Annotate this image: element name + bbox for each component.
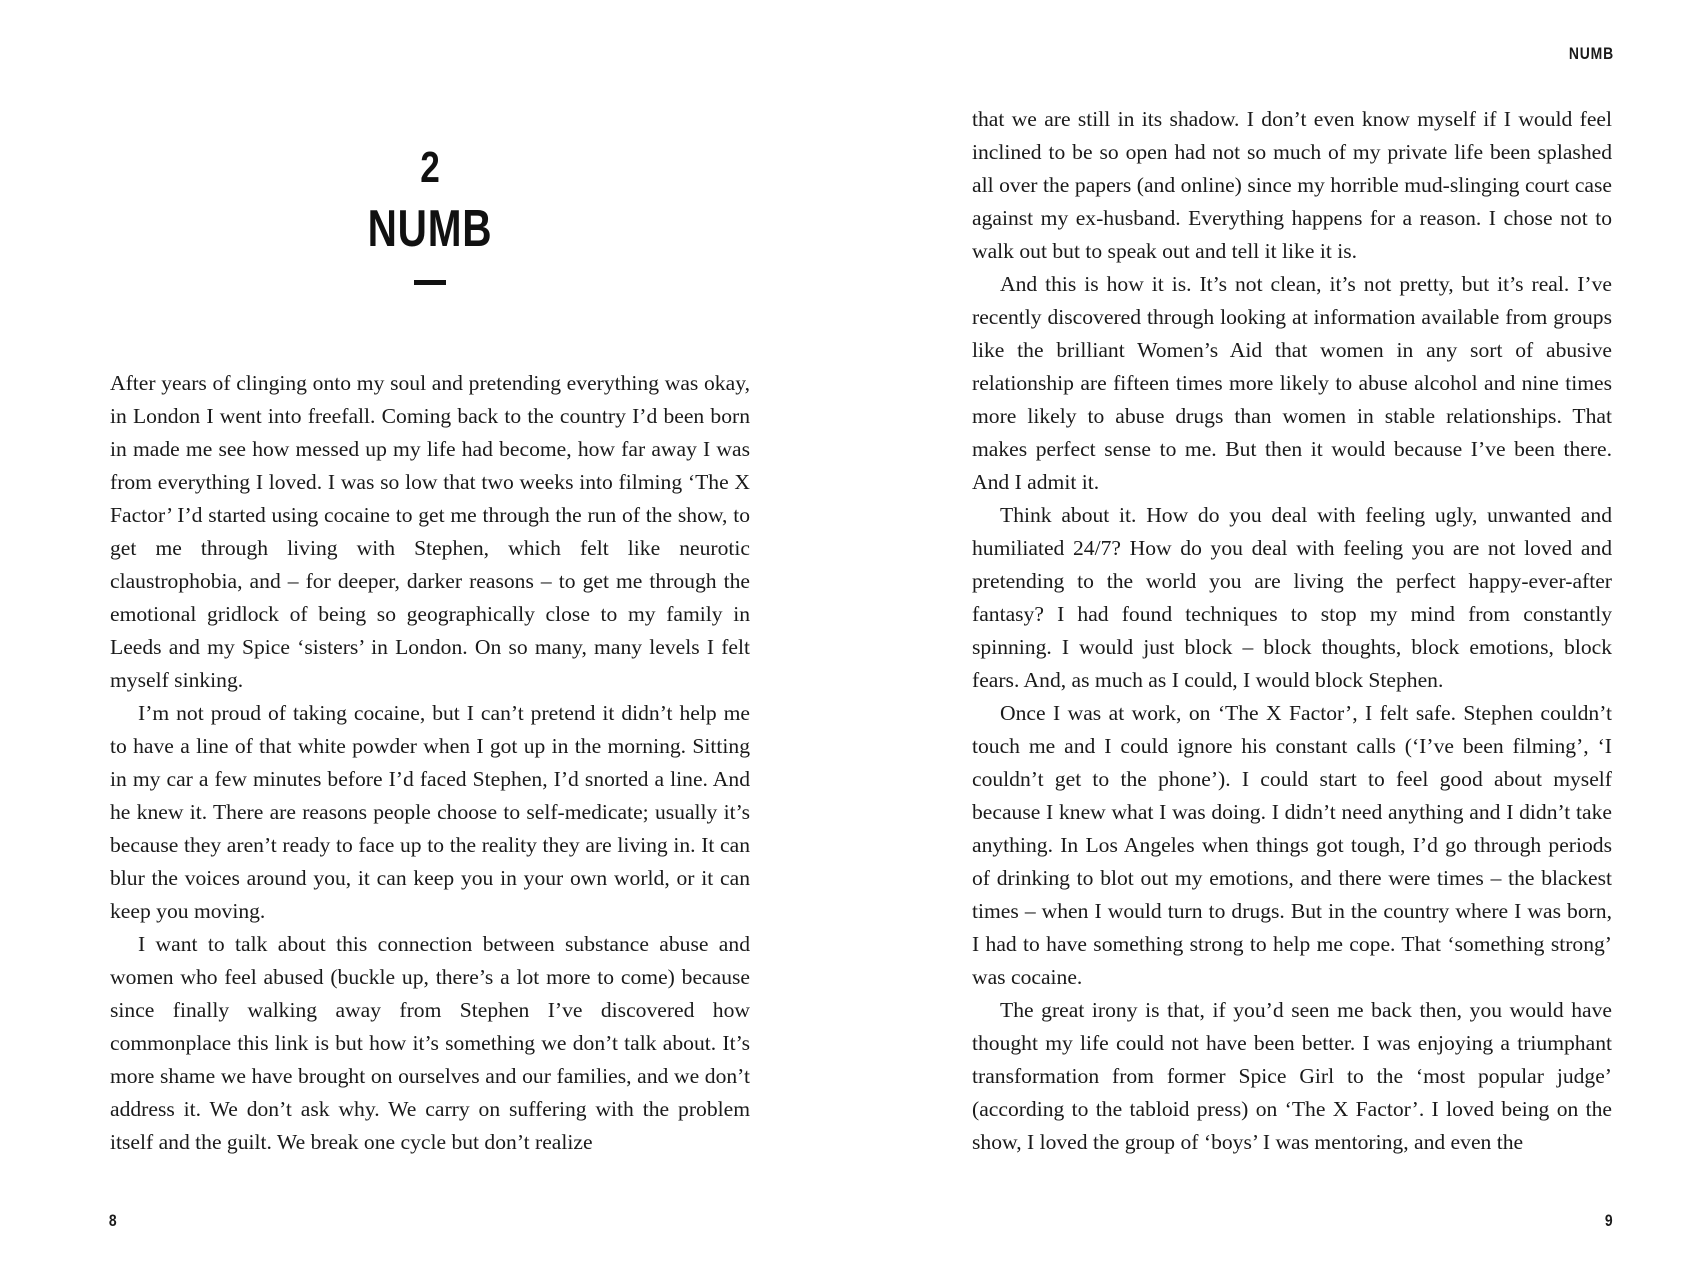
page-number-right: 9 bbox=[1604, 1211, 1613, 1230]
left-page bbox=[0, 0, 850, 1276]
paragraph: Think about it. How do you deal with feeling ugly, unwanted and humiliated 24/7? How do you deal with feeling you are not loved and pretending to the world you are living the perfect happy-ever-after fantasy? I had found techniques to stop my mind from constantly spinning. I would just block – block thoughts, block emotions, block fears. And, as much as I could, I would block Stephen. bbox=[972, 503, 1612, 692]
chapter-heading bbox=[110, 140, 750, 285]
page-number-left: 8 bbox=[108, 1211, 117, 1230]
paragraph: I’m not proud of taking cocaine, but I can’t pretend it didn’t help me to have a line of that white powder when I got up in the morning. Sitting in my car a few minutes before I’d faced Stephen, I’d snorted a line. And he knew it. There are reasons people choose to self-medicate; usually it’s because they aren’t ready to face up to the reality they are living in. It can blur the voices around you, it can keep you in your own world, or it can keep you moving. bbox=[110, 701, 750, 923]
paragraph: After years of clinging onto my soul and pretending everything was okay, in London I went into freefall. Coming back to the country I’d been born in made me see how messed up my life had become, how far away I was from everything I loved. I was so low that two weeks into filming ‘The X Factor’ I’d started using cocaine to get me through the run of the show, to get me through living with Stephen, which felt like neurotic claustrophobia, and – for deeper, darker reasons – to get me through the emotional gridlock of being so geographically close to my family in Leeds and my Spice ‘sisters’ in London. On so many, many levels I felt myself sinking. bbox=[110, 371, 750, 692]
chapter-rule bbox=[414, 280, 446, 285]
paragraph: The great irony is that, if you’d seen me back then, you would have thought my life could not have been better. I was enjoying a triumphant transformation from former Spice Girl to the ‘most popular judge’ (according to the tabloid press) on ‘The X Factor’. I loved being on the show, I loved the group of ‘boys’ I was mentoring, and even the bbox=[972, 998, 1612, 1154]
running-head: NUMB bbox=[1568, 44, 1614, 63]
right-page bbox=[850, 0, 1701, 1276]
paragraph: I want to talk about this connection between substance abuse and women who feel abused (buckle up, there’s a lot more to come) because since finally walking away from Stephen I’ve discovered how commonplace this link is but how it’s something we don’t talk about. It’s more shame we have brought on ourselves and our families, and we don’t address it. We don’t ask why. We carry on suffering with the problem itself and the guilt. We break one cycle but don’t realize bbox=[110, 932, 750, 1154]
left-body-text bbox=[110, 367, 750, 1159]
paragraph: that we are still in its shadow. I don’t even know myself if I would feel inclined to be so open had not so much of my private life been splashed all over the papers (and online) since my horrible mud-slinging court case against my ex-husband. Everything happens for a reason. I chose not to walk out but to speak out and tell it like it is. bbox=[972, 107, 1612, 263]
paragraph: Once I was at work, on ‘The X Factor’, I felt safe. Stephen couldn’t touch me and I could ignore his constant calls (‘I’ve been filming’, ‘I couldn’t get to the phone’). I could start to feel good about myself because I knew what I was doing. I didn’t need anything and I didn’t take anything. In Los Angeles when things got tough, I’d go through periods of drinking to blot out my emotions, and there were times – the blackest times – when I would turn to drugs. But in the country where I was born, I had to have something strong to help me cope. That ‘something strong’ was cocaine. bbox=[972, 701, 1612, 989]
paragraph: And this is how it is. It’s not clean, it’s not pretty, but it’s real. I’ve recently discovered through looking at information available from groups like the brilliant Women’s Aid that women in any sort of abusive relationship are fifteen times more likely to abuse alcohol and nine times more likely to abuse drugs than women in stable relationships. That makes perfect sense to me. But then it would because I’ve been there. And I admit it. bbox=[972, 272, 1612, 494]
chapter-number: 2 bbox=[420, 143, 440, 192]
chapter-title: NUMB bbox=[367, 200, 493, 258]
right-body-text bbox=[972, 103, 1612, 1159]
